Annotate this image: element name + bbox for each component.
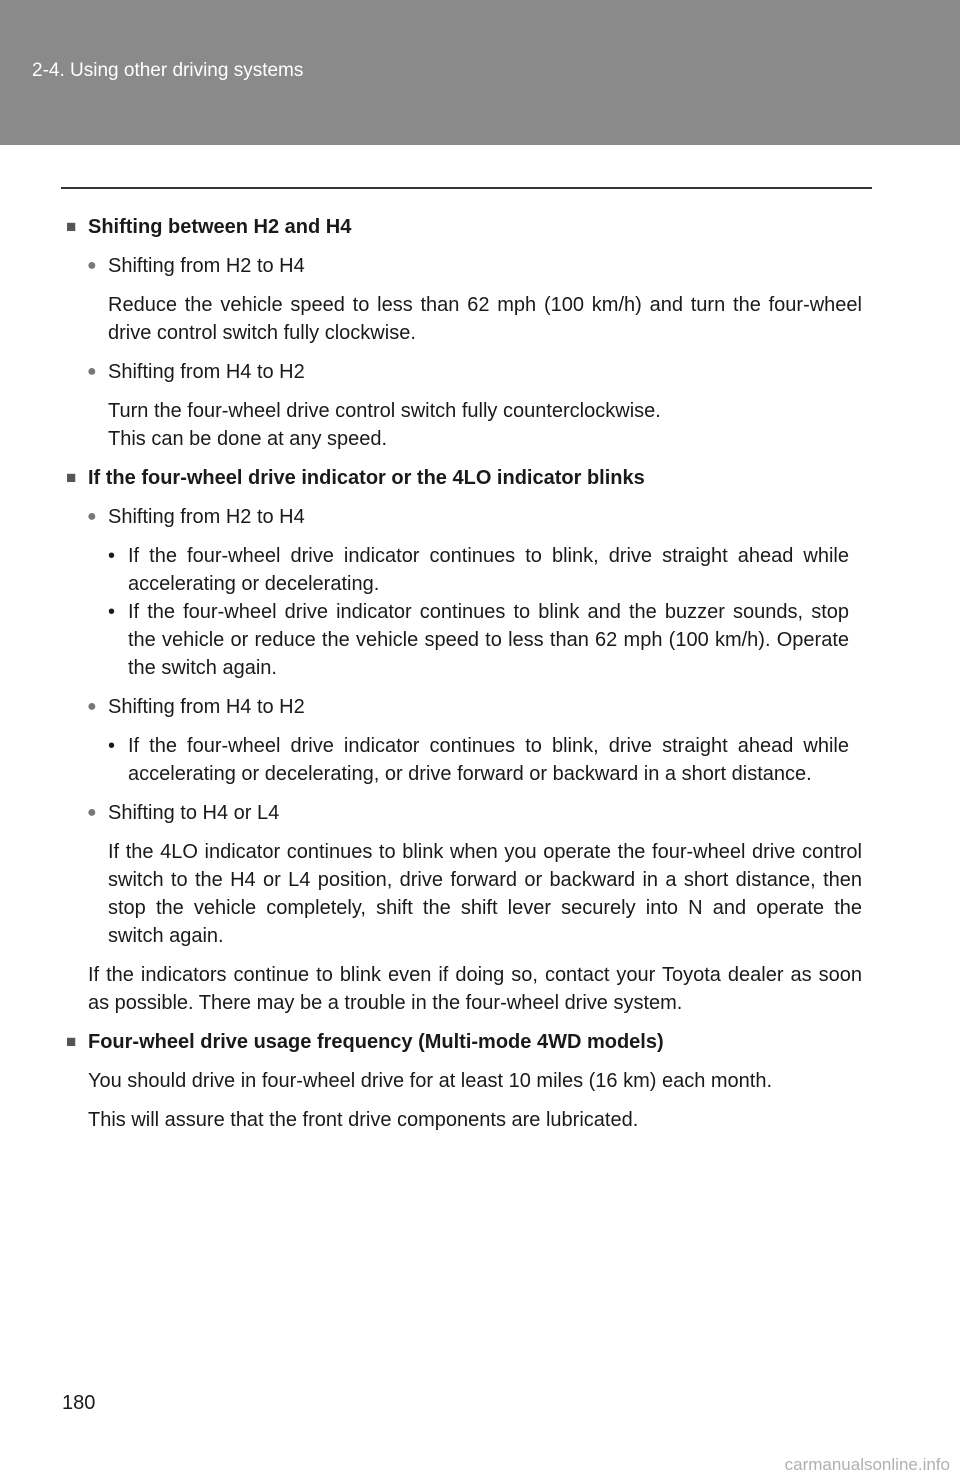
sub-heading-text: Shifting from H4 to H2 — [108, 361, 305, 383]
header-band — [0, 0, 960, 145]
circle-bullet-icon: ● — [87, 363, 97, 380]
sub-heading — [66, 693, 862, 721]
paragraph-line: Turn the four-wheel drive control switch fully counterclockwise. — [108, 400, 661, 422]
bullet-list — [66, 732, 862, 788]
sub-heading — [66, 799, 862, 827]
square-bullet-icon: ■ — [66, 468, 77, 487]
sub-heading — [66, 252, 862, 280]
heading-text: If the four-wheel drive indicator or the 4LO indicator blinks — [88, 467, 645, 489]
heading-text: Four-wheel drive usage frequency (Multi-mode 4WD models) — [88, 1031, 664, 1053]
circle-bullet-icon: ● — [87, 698, 97, 715]
page-number: 180 — [62, 1392, 96, 1414]
sub-heading — [66, 358, 862, 386]
circle-bullet-icon: ● — [87, 508, 97, 525]
document-body — [66, 213, 862, 1145]
list-item-text: If the four-wheel drive indicator continues to blink and the buzzer sounds, stop the vehicle or reduce the vehicle speed to less than 62 mph (100 km/h). Operate the switch again. — [128, 601, 849, 679]
paragraph: Reduce the vehicle speed to less than 62 mph (100 km/h) and turn the four-wheel drive control switch fully clockwise. — [108, 294, 862, 344]
square-bullet-icon: ■ — [66, 1032, 77, 1051]
paragraph — [66, 397, 862, 453]
sub-heading-text: Shifting to H4 or L4 — [108, 802, 280, 824]
paragraph: You should drive in four-wheel drive for at least 10 miles (16 km) each month. — [88, 1070, 773, 1092]
list-item — [108, 542, 849, 598]
section-title: 2-4. Using other driving systems — [32, 60, 304, 81]
divider — [61, 187, 872, 189]
square-bullet-icon: ■ — [66, 217, 77, 236]
paragraph-line: This can be done at any speed. — [108, 428, 388, 450]
list-item-text: If the four-wheel drive indicator continues to blink, drive straight ahead while accelerating or decelerating. — [128, 545, 849, 595]
list-item — [108, 598, 849, 682]
watermark: carmanualsonline.info — [784, 1455, 950, 1474]
list-item — [108, 732, 849, 788]
bullet-list — [66, 542, 862, 682]
section-heading — [66, 464, 862, 492]
paragraph: If the indicators continue to blink even if doing so, contact your Toyota dealer as soon as possible. There may be a trouble in the four-wheel drive system. — [88, 964, 862, 1014]
sub-heading-text: Shifting from H4 to H2 — [108, 696, 305, 718]
sub-heading-text: Shifting from H2 to H4 — [108, 255, 305, 277]
section-heading — [66, 1028, 862, 1056]
paragraph: If the 4LO indicator continues to blink when you operate the four-wheel drive control switch to the H4 or L4 position, drive forward or backward in a short distance, then stop the vehicle completely, shift the shift lever securely into N and operate the switch again. — [108, 841, 862, 947]
dot-bullet-icon: • — [108, 601, 116, 623]
dot-bullet-icon: • — [108, 545, 116, 567]
circle-bullet-icon: ● — [87, 257, 97, 274]
section-heading — [66, 213, 862, 241]
sub-heading — [66, 503, 862, 531]
paragraph: This will assure that the front drive components are lubricated. — [88, 1109, 639, 1131]
circle-bullet-icon: ● — [87, 804, 97, 821]
list-item-text: If the four-wheel drive indicator continues to blink, drive straight ahead while accelerating or decelerating, or drive forward or backward in a short distance. — [128, 735, 849, 785]
dot-bullet-icon: • — [108, 735, 116, 757]
sub-heading-text: Shifting from H2 to H4 — [108, 506, 305, 528]
heading-text: Shifting between H2 and H4 — [88, 216, 352, 238]
